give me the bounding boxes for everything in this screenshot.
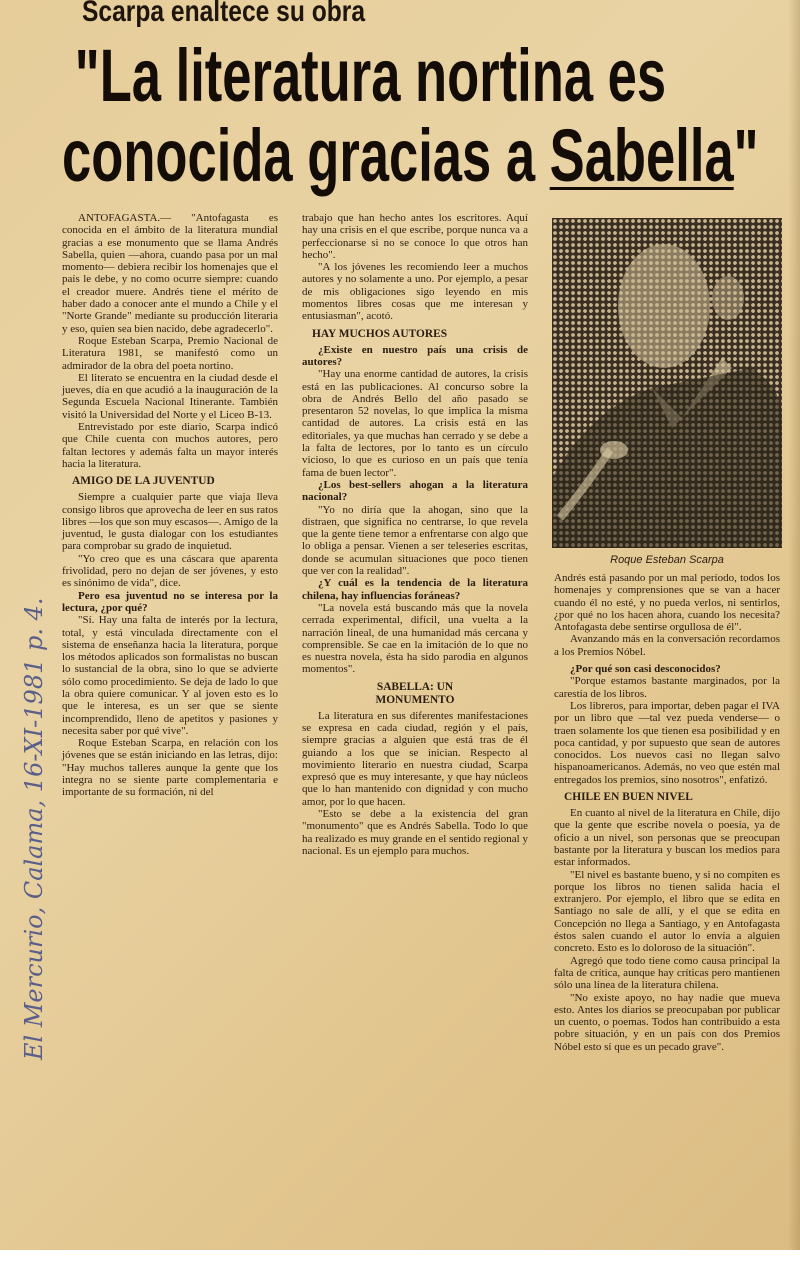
paragraph: "La novela está buscando más que la novela cerrada experimental, difícil, una vuelta a la narración lineal, de una humanidad más cercana y comprensible. Se cae en la imitación de lo que no es nuestra novela, ésta ha sido parodia en algunos momentos". [302,601,528,676]
paragraph: ANTOFAGASTA.— "Antofagasta es conocida en el ámbito de la literatura mundial gracias a ese monumento que se llama Andrés Sabella, quien —ahora, cuando pasa por un mal momento— debiera recibir los homenajes que el país le debe, y no como ocurre siempre: cuando el creador muere. Andrés tiene el mérito de haber dado a conocer ante el mundo a Chile y el "Norte Grande" mediante su producción literaria y eso, quien sea bien nacido, debe agradecerlo". [62,212,278,335]
portrait-illustration [552,218,782,548]
handwritten-source-note: El Mercurio, Calama, 16-XI-1981 p. 4. [20,597,48,1060]
paragraph: En cuanto al nivel de la literatura en Chile, dijo que la gente que escribe novela o poesía, ya de oficio a un nivel, son personas que se preocupan bastante por la literatura y buscan los medios para estar informados. [554,807,780,869]
headline-line-1: "La literatura nortina es [74,34,667,117]
paragraph: "Esto se debe a la existencia del gran "monumento" que es Andrés Sabella. Todo lo que ha realizado es muy grande en el sentido regional y nacional. Es un ejemplo para muchos. [302,808,528,857]
article-column-3 [554,572,780,1053]
article-kicker: Scarpa enaltece su obra [82,0,366,28]
paragraph: Los libreros, para importar, deben pagar el IVA por un libro que —tal vez pueda venderse— o traen solamente los que tienen esa posibilidad y en poca cantidad, y por supuesto que sean de autores conocidos. Los nuevos casi no llegan salvo hispanoamericanos. Además, no veo que estén mal entregados los premios, sino nosotros", enfatizó. [554,699,780,786]
portrait-photo [552,218,782,548]
paragraph: Siempre a cualquier parte que viaja lleva consigo libros que aprovecha de leer en sus ratos libres —los que son muy escasos—. Amigo de la juventud, le gusta dialogar con los estudiantes para comprobar su grado de inquietud. [62,491,279,553]
paragraph: "Sí. Hay una falta de interés por la lectura, total, y está vinculada directamente con el sistema de enseñanza hacia la literatura, porque los métodos aplicados son formalistas no buscan lo sustancial de la obra, sino lo que se advierte sólo como procedimiento. Se deja de lado lo que la obra quiere comunicar. Y al joven esto es lo que le interesa, es un ser que se siente incomprendido, lleno de apetitos y pasiones y necesita saber por qué vive". [62,614,278,737]
paragraph: "El nivel es bastante bueno, y si no compiten es porque los libros no tienen salida hacia el extranjero. Por ejemplo, el libro que se edita en Santiago no sale de allí, y el que se edita en Concepción no llega a Santiago, y en Antofagasta éstos salen cuando el autor lo envía a alguien concreto. Esto es lo doloroso de la situación". [554,868,780,955]
interview-question: ¿Y cuál es la tendencia de la literatura chilena, hay influencias foráneas? [302,577,528,602]
article-column-2 [302,212,528,857]
interview-question: ¿Los best-sellers ahogan a la literatura nacional? [302,478,528,504]
article-column-1 [62,212,278,799]
paragraph: El literato se encuentra en la ciudad desde el jueves, día en que acudió a la inauguración de la Segunda Escuela Nacional Itinerante. También visitó la Universidad del Norte y el Liceo B-13. [62,371,278,421]
paragraph: Avanzando más en la conversación recordamos a los Premios Nóbel. [554,633,780,658]
interview-question: ¿Existe en nuestro país una crisis de autores? [302,343,528,368]
interview-question: Pero esa juventud no se interesa por la lectura, ¿por qué? [62,589,278,614]
subheading-line-2: MONUMENTO [375,693,455,706]
interview-question: ¿Por qué son casi desconocidos? [570,663,721,676]
handwritten-note-margin [14,500,54,1060]
paragraph: Agregó que todo tiene como causa principal la falta de crítica, aunque hay críticas pero mantienen sólo una línea de la literatura chilena. [554,954,780,992]
headline-closing-quote: " [733,114,759,197]
subheading: HAY MUCHOS AUTORES [312,327,448,340]
paper-edge-shadow [788,0,800,1250]
paragraph: trabajo que han hecho antes los escritores. Aquí hay una crisis en el que escribe, porque nunca va a perfeccionarse si no se conoce lo que otros han hecho". [302,212,528,261]
subheading [302,681,528,707]
paragraph: Andrés está pasando por un mal período, todos los homenajes y comprensiones que se van a hacer cuando él no esté, y no pueda verlos, ni sentirlos, ¿por qué no los hacen ahora, cuando los necesita? Antofagasta debe sentirse orgullosa de él". [554,572,780,634]
subheading: CHILE EN BUEN NIVEL [564,791,693,804]
headline-line-2 [62,116,772,196]
paragraph: "Hay una enorme cantidad de autores, la crisis está en las publicaciones. Al concurso sobre la obra de Andrés Bello del año pasado se presentaron 52 novelas, lo que implica la misma cantidad de autores. La crisis está en las editoriales, ya que muchas han cerrado y se debe a la falta de lectores, por lo tanto es un círculo vicioso, lo que es curioso en un país que tenía fama de buen lector". [302,368,528,479]
subheading: AMIGO DE LA JUVENTUD [72,475,215,488]
headline-line-2-text: conocida gracias a [62,114,550,197]
subheading-line-1: SABELLA: UN [376,680,454,693]
paragraph: Roque Esteban Scarpa, en relación con los jóvenes que se están iniciando en las letras, dijo: "Hay muchos talleres aunque la gente que los integra no se siente parte complementaria e importante de su formación, ni del [62,737,278,799]
headline-sabella: Sabella [549,114,734,197]
article-headline [62,36,772,196]
paragraph: La literatura en sus diferentes manifestaciones se expresa en cada ciudad, región y el país, siempre gracias a alguien que está tras de él guiando a los que se inician. Respecto al movimiento literario en nuestra ciudad, Scarpa expresó que es muy interesante, y que hay núcleos que lo han mantenido con dignidad y con mucho amor, por lo que hacen. [302,709,528,808]
paragraph: "Porque estamos bastante marginados, por la carestía de los libros. [554,675,780,700]
paragraph: Entrevistado por este diario, Scarpa indicó que Chile cuenta con muchos autores, pero faltan lectores y además falta un mayor interés hacia la literatura. [62,421,278,470]
photo-caption: Roque Esteban Scarpa [610,554,724,566]
paragraph: "Yo no diría que la ahogan, sino que la distraen, que significa no centrarse, lo que revela que la gente tiene temor a enfrentarse con algo que lo obliga a pensar. Vienen a ser teleseries escritas, donde se acumulan situaciones que poco tienen que ver con la realidad". [302,503,528,578]
paragraph: "Yo creo que es una cáscara que aparenta frivolidad, pero no dejan de ser jóvenes, y esto es sinónimo de vida", dice. [62,552,278,590]
paragraph: Roque Esteban Scarpa, Premio Nacional de Literatura 1981, se manifestó como un admirador de la obra del poeta nortino. [62,334,278,372]
paragraph: "A los jóvenes les recomiendo leer a muchos autores y no solamente a uno. Por ejemplo, a pesar de mis obligaciones sigo leyendo en mis momentos libres cosas que me interesan y entusiasman", acotó. [302,261,528,323]
paragraph: "No existe apoyo, no hay nadie que mueva esto. Antes los diarios se preocupaban por publicar un cuento, o poemas. Todos han contribuido a esta pobre situación, y en un país con dos Premios Nóbel esto sí que es un pecado grave". [554,991,780,1053]
